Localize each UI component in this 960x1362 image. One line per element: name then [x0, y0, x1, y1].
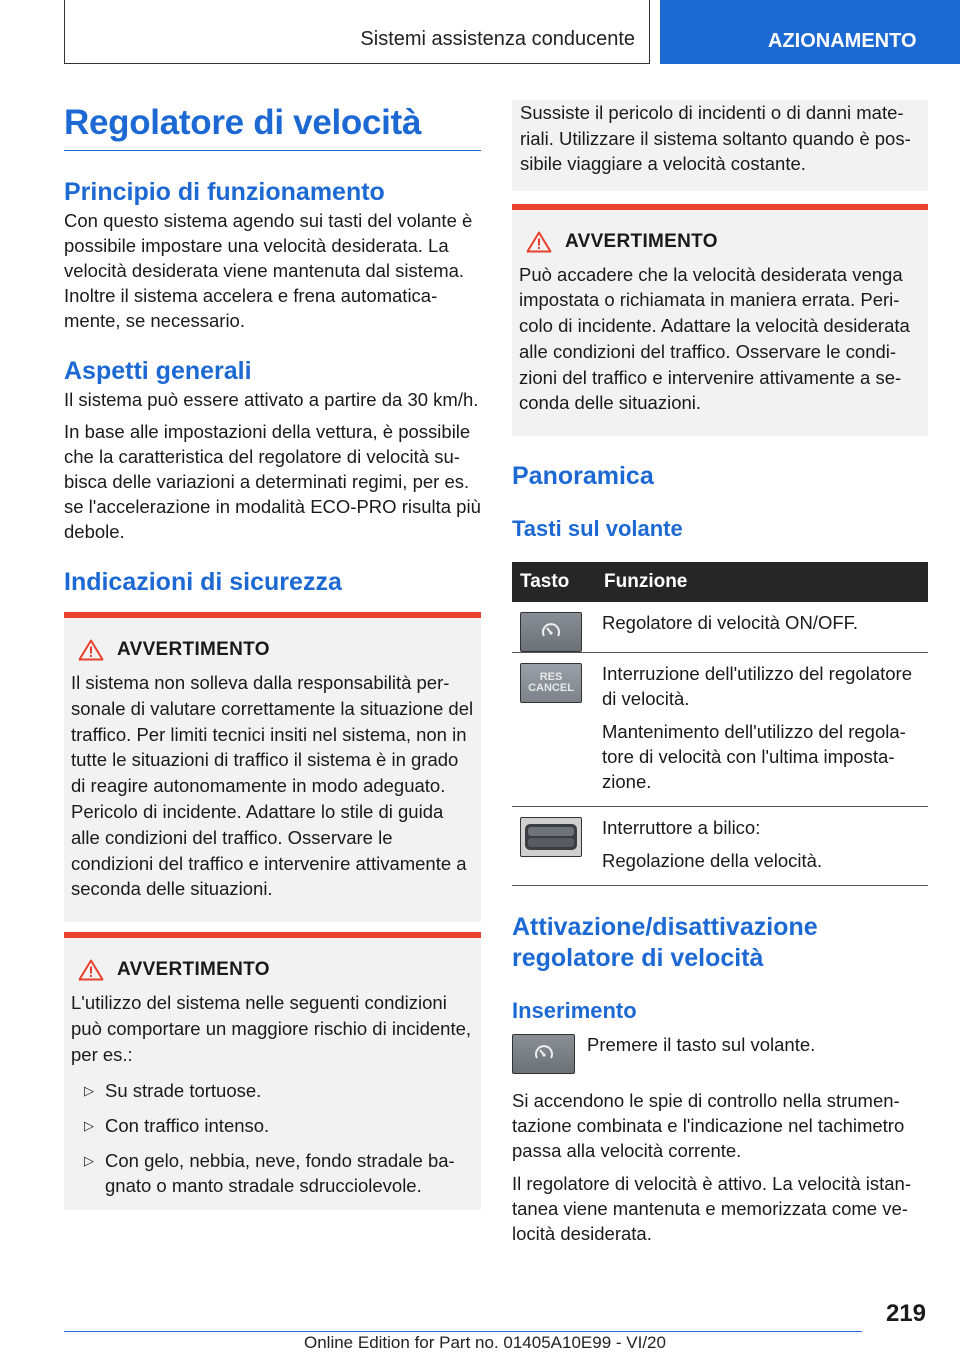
bullet-triangle-icon: ▷	[84, 1152, 94, 1168]
list-item: ▷ Su strade tortuose.	[71, 1078, 474, 1103]
principle-text: Con questo sistema agendo sui tasti del volante è possibile impostare una velocità desiderata. La velocità desiderata viene mantenuta dal sistema. Inoltre il sistema accelera e frena automaticamente, se necessario.	[64, 210, 473, 331]
cruise-control-button-icon	[520, 612, 582, 652]
edition-info: Online Edition for Part no. 01405A10E99 - VI/20	[304, 1333, 666, 1352]
function-text: Mantenimento dell'utilizzo del regolatore di velocità con l'ultima impostazione.	[602, 721, 906, 793]
heading-activation: Attivazione/disattivazione regolatore di velocità	[512, 913, 818, 973]
left-column	[64, 100, 481, 1210]
footer-divider	[64, 1331, 862, 1332]
warning-text: Può accadere che la velocità desiderata venga impostata o richiamata in maniera errata. Pericolo di incidente. Adattare la velocità desiderata alle condizioni del traffico. Osservare le condizioni del traffico e intervenire attivamente a seconda delle situazioni.	[519, 263, 910, 414]
warning-box-3	[512, 204, 928, 437]
warning-label: AVVERTIMENTO	[565, 230, 718, 252]
chapter-tab	[660, 0, 960, 64]
activation-text-1: Si accendono le spie di controllo nella strumentazione combinata e l'indicazione nel tachimetro passa alla velocità corrente.	[512, 1090, 905, 1162]
list-item: ▷ Con gelo, nebbia, neve, fondo stradale bagnato o manto stradale sdrucciolevole.	[71, 1148, 474, 1198]
warning-continuation	[512, 100, 928, 191]
heading-steering-keys: Tasti sul volante	[512, 516, 683, 542]
list-item: ▷ Con traffico intenso.	[71, 1113, 474, 1138]
heading-general: Aspetti generali	[64, 357, 252, 385]
function-text: Regolazione della velocità.	[602, 850, 823, 872]
table-header-row	[512, 562, 928, 602]
press-key-instruction	[512, 1034, 928, 1074]
general-text-1: Il sistema può essere attivato a partire da 30 km/h.	[64, 389, 479, 410]
heading-engage: Inserimento	[512, 998, 637, 1024]
general-text-2: In base alle impostazioni della vettura, è possibile che la caratteristica del regolatore di velocità subisca delle variazioni a determinati regimi, per es. se l'accelerazione in modalità ECO-PRO risulta più debole.	[64, 421, 481, 542]
warning-text: L'utilizzo del sistema nelle seguenti condizioni può comportare un maggiore rischio di incidente, per es.:	[71, 992, 472, 1065]
activation-text-2: Il regolatore di velocità è attivo. La velocità istantanea viene mantenuta e memorizzata come velocità desiderata.	[512, 1173, 911, 1245]
warning-triangle-icon	[526, 231, 552, 253]
heading-overview: Panoramica	[512, 462, 654, 491]
press-instruction-text: Premere il tasto sul volante.	[587, 1034, 816, 1056]
function-text: Interruttore a bilico:	[602, 817, 761, 839]
warning-box-1	[64, 612, 481, 922]
warning-box-2	[64, 932, 481, 1209]
rocker-switch-icon	[520, 817, 582, 857]
warning-triangle-icon	[78, 639, 104, 661]
res-cancel-button-icon: RES CANCEL	[520, 663, 582, 703]
page-header	[64, 0, 960, 64]
warning-bullet-list	[71, 1078, 474, 1198]
function-text: Interruzione dell'utilizzo del regolatore di velocità.	[602, 663, 912, 710]
warning-triangle-icon	[78, 959, 104, 981]
warning-label: AVVERTIMENTO	[117, 959, 270, 981]
cruise-control-button-icon	[512, 1034, 575, 1074]
table-row	[512, 653, 928, 807]
keys-table	[512, 562, 928, 886]
bullet-triangle-icon: ▷	[84, 1117, 94, 1133]
column-header-key: Tasto	[512, 562, 596, 602]
right-column	[512, 100, 928, 1246]
chapter-tab-label: AZIONAMENTO	[768, 30, 917, 52]
table-row	[512, 807, 928, 886]
section-header-box	[64, 0, 650, 64]
function-text: Regolatore di velocità ON/OFF.	[602, 612, 859, 634]
heading-principle: Principio di funzionamento	[64, 178, 385, 206]
page-title: Regolatore di velocità	[64, 100, 481, 151]
column-header-function: Funzione	[596, 562, 928, 602]
page-number: 219	[885, 1300, 926, 1327]
warning-continuation-text: Sussiste il pericolo di incidenti o di danni materiali. Utilizzare il sistema soltanto quando è possibile viaggiare a velocità costante.	[520, 102, 911, 174]
bullet-triangle-icon: ▷	[84, 1082, 94, 1098]
table-row	[512, 602, 928, 653]
warning-label: AVVERTIMENTO	[117, 639, 270, 660]
section-title: Sistemi assistenza conducente	[360, 28, 635, 50]
heading-safety: Indicazioni di sicurezza	[64, 568, 342, 596]
warning-text: Il sistema non solleva dalla responsabilità personale di valutare correttamente la situazione del traffico. Per limiti tecnici insiti nel sistema, non in tutte le situazioni di traffico il sistema è in grado di reagire autonomamente in modo adeguato. Pericolo di incidente. Adattare lo stile di guida alle condizioni del traffico. Osservare le condizioni del traffico e intervenire attivamente a seconda delle situazioni.	[71, 672, 474, 900]
